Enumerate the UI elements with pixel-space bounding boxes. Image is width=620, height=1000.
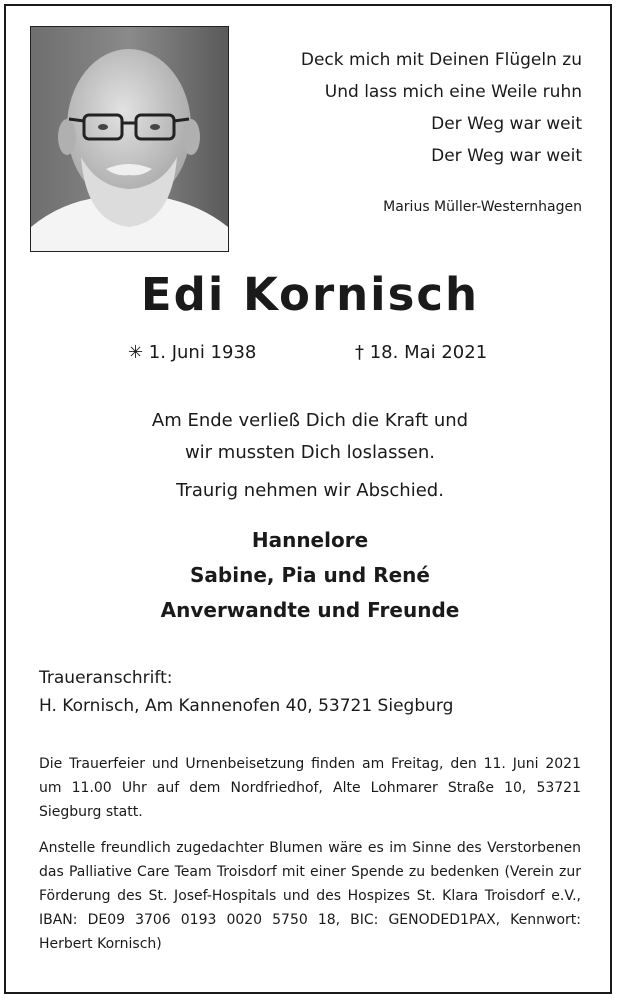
poem-line: Der Weg war weit <box>431 114 582 134</box>
farewell-line: Am Ende verließ Dich die Kraft und <box>151 410 469 431</box>
death-date: † 18. Mai 2021 <box>355 342 488 363</box>
poem-line: Der Weg war weit <box>431 146 582 166</box>
address-label: Traueranschrift: <box>39 668 173 688</box>
poem-quote <box>301 44 582 172</box>
address-value: H. Kornisch, Am Kannenofen 40, 53721 Siegburg <box>39 696 454 716</box>
farewell-line: wir mussten Dich loslassen. <box>184 442 436 463</box>
ceremony-notice: Die Trauerfeier und Urnenbeisetzung finden am Freitag, den 11. Juni 2021 um 11.00 Uhr auf dem Nordfriedhof, Alte Lohmarer Straße 10, 53721 Siegburg statt. <box>39 756 581 820</box>
farewell-text <box>0 405 620 469</box>
portrait-photo <box>30 26 229 252</box>
mourner-line: Anverwandte und Freunde <box>160 598 460 622</box>
poem-line: Und lass mich eine Weile ruhn <box>324 82 582 102</box>
mourning-address <box>39 664 453 720</box>
mourner-line: Sabine, Pia und René <box>190 563 430 587</box>
mourners-list <box>0 523 620 628</box>
poem-author: Marius Müller-Westernhagen <box>383 199 582 215</box>
poem-line: Deck mich mit Deinen Flügeln zu <box>300 50 582 70</box>
birth-date: ✳ 1. Juni 1938 <box>128 342 257 363</box>
deceased-name: Edi Kornisch <box>140 268 480 321</box>
mourner-line: Hannelore <box>251 528 369 552</box>
donation-notice: Anstelle freundlich zugedachter Blumen wäre es im Sinne des Verstorbenen das Palliative Care Team Troisdorf mit einer Spende zu bedenken (Verein zur Förderung des St. Josef-Hospitals und des Hospizes St. Klara Troisdorf e.V., IBAN: DE09 3706 0193 0020 5750 18, BIC: GENODED1PAX, Kennwort: Herbert Kornisch) <box>39 840 581 952</box>
farewell-sad: Traurig nehmen wir Abschied. <box>176 480 444 501</box>
